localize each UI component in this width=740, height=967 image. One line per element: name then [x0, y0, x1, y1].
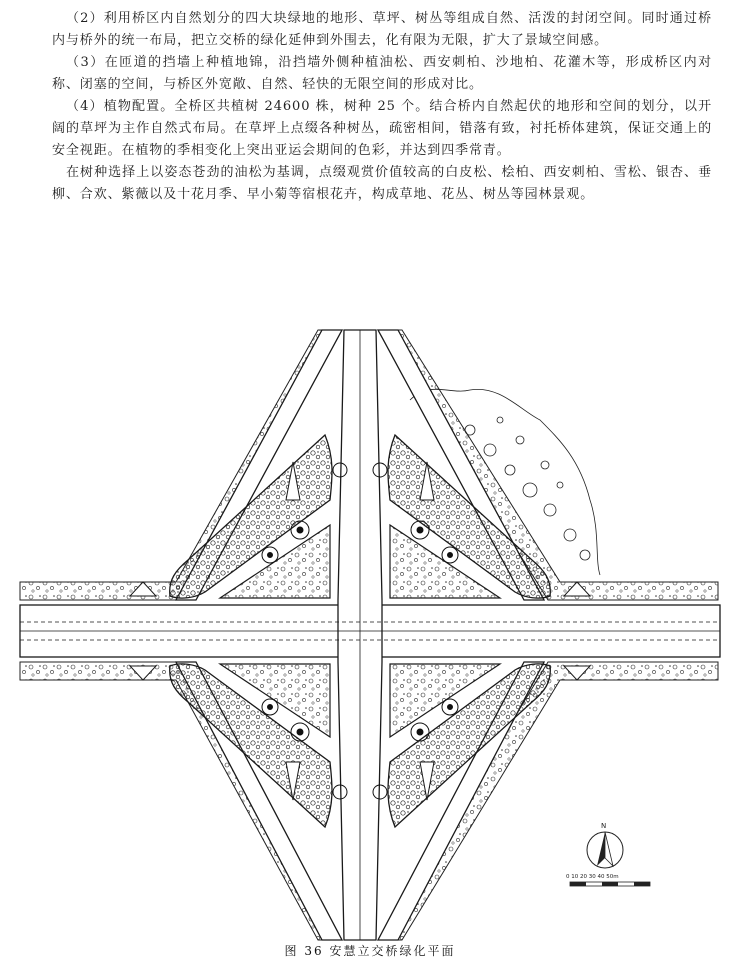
- body-text: [52, 8, 712, 206]
- scale-label: 0 10 20 30 40 50m: [566, 874, 619, 880]
- paragraph-2: （2）利用桥区内自然划分的四大块绿地的地形、草坪、树丛等组成自然、活泼的封闭空间。同时通过桥内与桥外的统一布局，把立交桥的绿化延伸到外围去，化有限为无限，扩大了景域空间感。: [52, 11, 712, 48]
- paragraph-species: 在树种选择上以姿态苍劲的油松为基调，点缀观赏价值较高的白皮松、桧柏、西安刺柏、雪松、银杏、垂柳、合欢、紫薇以及十花月季、早小菊等宿根花卉，构成草地、花丛、树丛等园林景观。: [52, 165, 712, 202]
- north-label: N: [601, 822, 607, 830]
- roads: [20, 330, 720, 940]
- greening-plan-drawing: [0, 300, 740, 967]
- paragraph-3: （3）在匝道的挡墙上种植地锦，沿挡墙外侧种植油松、西安刺柏、沙地柏、花灌木等，形成桥区内对称、闭塞的空间，与桥区外宽敞、自然、轻快的无限空间的形成对比。: [52, 55, 712, 92]
- scale-bar: [566, 874, 650, 886]
- paragraph-4: （4）植物配置。全桥区共植树 24600 株，树种 25 个。结合桥内自然起伏的地形和空间的划分，以开阔的草坪为主作自然式布局。在草坪上点缀各种树丛，疏密相间，错落有致，衬托桥体建筑，保证交通上的安全视距。在植物的季相变化上突出亚运会期间的色彩，并达到四季常青。: [52, 99, 712, 158]
- figure-caption: 图 36 安慧立交桥绿化平面: [284, 944, 456, 958]
- north-arrow: [587, 822, 623, 868]
- interchange-plan-figure: [0, 300, 740, 967]
